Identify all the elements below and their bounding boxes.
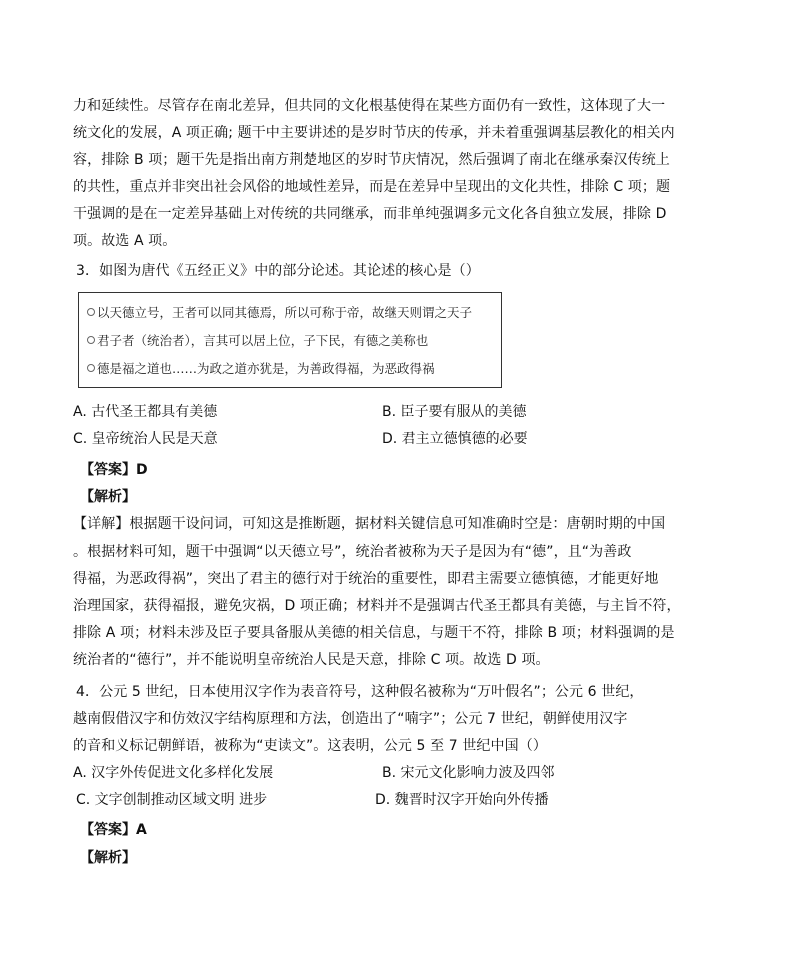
q3-detail-line: 排除 A 项；材料未涉及臣子要具备服从美德的相关信息，与题干不符，排除 B 项；材料强调的是 — [73, 625, 675, 641]
question-4-stem-line: 越南假借汉字和仿效汉字结构原理和方法，创造出了“喃字”；公元 7 世纪，朝鲜使用汉字 — [73, 711, 628, 727]
prev-paragraph-line: 容，排除 B 项；题干先是指出南方荆楚地区的岁时节庆情况，然后强调了南北在继承秦汉传统上 — [73, 152, 670, 168]
q3-detail-line: 【详解】根据题干设问词，可知这是推断题，据材料关键信息可知准确时空是：唐朝时期的中国 — [73, 516, 666, 532]
quote-text: 德是福之道也……为政之道亦犹是，为善政得福，为恶政得祸 — [97, 361, 435, 376]
prev-paragraph-line: 统文化的发展，A 项正确; 题干中主要讲述的是岁时节庆的传承，并未着重强调基层教化的相关内 — [73, 125, 675, 141]
q3-option-d: D. 君主立德慎德的必要 — [382, 431, 528, 447]
prev-paragraph-line: 的共性，重点并非突出社会风俗的地域性差异，而是在差异中呈现出的文化共性，排除 C 项；题 — [73, 179, 671, 195]
q3-detail-line: 统治者的“德行”，并不能说明皇帝统治人民是天意，排除 C 项。故选 D 项。 — [73, 652, 550, 668]
q4-option-d: D. 魏晋时汉字开始向外传播 — [375, 792, 549, 808]
q3-detail-line: 得福，为恶政得祸”，突出了君主的德行对于统治的重要性，即君主需要立德慎德，才能更好地 — [73, 571, 659, 587]
q3-option-c: C. 皇帝统治人民是天意 — [73, 431, 218, 447]
quote-item — [87, 360, 435, 378]
quote-item — [87, 332, 428, 350]
bullet-icon — [87, 308, 95, 316]
q4-option-b: B. 宋元文化影响力波及四邻 — [382, 765, 555, 781]
question-4-stem-line: 的音和义标记朝鲜语，被称为“吏读文”。这表明，公元 5 至 7 世纪中国（） — [73, 738, 547, 754]
q4-option-a: A. 汉字外传促进文化多样化发展 — [73, 765, 274, 781]
prev-paragraph-line: 项。故选 A 项。 — [73, 233, 177, 249]
q3-detail-line: 。根据材料可知，题干中强调“以天德立号”，统治者被称为天子是因为有“德”，且“为善政 — [73, 544, 632, 560]
quote-text: 以天德立号，王者可以同其德焉，所以可称于帝，故继天则谓之天子 — [97, 305, 473, 320]
question-3-stem: 3．如图为唐代《五经正义》中的部分论述。其论述的核心是（） — [76, 263, 480, 279]
q3-answer: 【答案】D — [80, 462, 148, 478]
prev-paragraph-line: 力和延续性。尽管存在南北差异，但共同的文化根基使得在某些方面仍有一致性，这体现了大一 — [73, 98, 666, 114]
bullet-icon — [87, 336, 95, 344]
q3-option-b: B. 臣子要有服从的美德 — [382, 404, 527, 420]
q3-option-a: A. 古代圣王都具有美德 — [73, 404, 218, 420]
prev-paragraph-line: 干强调的是在一定差异基础上对传统的共同继承，而非单纯强调多元文化各自独立发展，排除 D — [73, 206, 667, 222]
q4-answer: 【答案】A — [80, 822, 147, 838]
q4-option-c: C. 文字创制推动区域文明 进步 — [76, 792, 268, 808]
q4-analysis-label: 【解析】 — [80, 850, 136, 866]
question-4-stem-line: 4．公元 5 世纪，日本使用汉字作为表音符号，这种假名被称为“万叶假名”；公元 6 世纪， — [76, 684, 644, 700]
q3-detail-line: 治理国家，获得福报，避免灾祸，D 项正确；材料并不是强调古代圣王都具有美德，与主旨不符， — [73, 598, 681, 614]
q3-analysis-label: 【解析】 — [80, 489, 136, 505]
quote-text: 君子者（统治者），言其可以居上位，子下民，有德之美称也 — [97, 333, 429, 348]
bullet-icon — [87, 364, 95, 372]
quote-item — [87, 304, 472, 322]
quote-box — [78, 292, 502, 388]
